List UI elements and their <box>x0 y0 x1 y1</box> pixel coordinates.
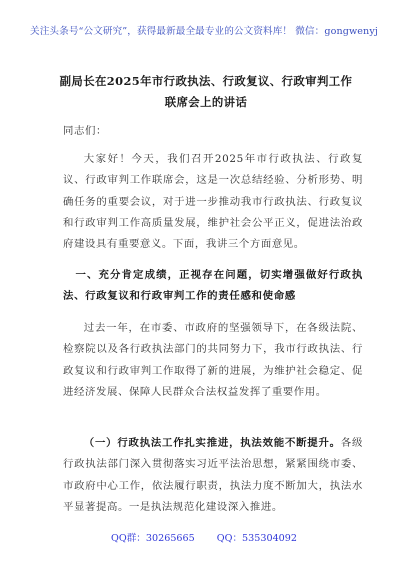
salutation: 同志们： <box>63 125 107 137</box>
footer-qq-group[interactable]: QQ群：30265665 <box>110 533 195 544</box>
subheading-1: （一）行政执法工作扎实推进，执法效能不断提升。 <box>83 437 341 449</box>
paragraph-3 <box>63 433 363 518</box>
footer-contact <box>0 530 408 544</box>
section-heading-1: 一、充分肯定成绩，正视存在问题，切实增强做好行政执法、行政复议和行政审判工作的责任感和使命感 <box>63 269 363 303</box>
footer-qq[interactable]: QQ：535304092 <box>216 533 297 544</box>
paragraph-1: 大家好！今天，我们召开2025年市行政执法、行政复议、行政审判工作联席会，这是一次总结经验、分析形势、明确任务的重要会议，对于进一步推动我市行政执法、行政复议和行政审判工作高质量发展，维护社会公平正义，促进法治政府建设具有重要意义。下面，我讲三个方面意见。 <box>63 153 363 251</box>
paragraph-2: 过去一年，在市委、市政府的坚强领导下，在各级法院、检察院以及各行政执法部门的共同努力下，我市行政执法、行政复议和行政审判工作取得了新的进展，为维护社会稳定、促进经济发展、保障人民群众合法权益发挥了重要作用。 <box>63 322 363 398</box>
document-title: 副局长在2025年市行政执法、行政复议、行政审判工作联席会上的讲话 <box>59 74 353 109</box>
header-banner[interactable]: 关注头条号“公文研究”，获得最新最全最专业的公文资料库！ 微信：gongwenyj <box>30 26 378 37</box>
paragraph-3-text: 各级行政执法部门深入贯彻落实习近平法治思想，紧紧围绕市委、市政府中心工作，依法履行职责，执法力度不断加大，执法水平显著提高。一是执法规范化建设深入推进。 <box>63 437 363 513</box>
